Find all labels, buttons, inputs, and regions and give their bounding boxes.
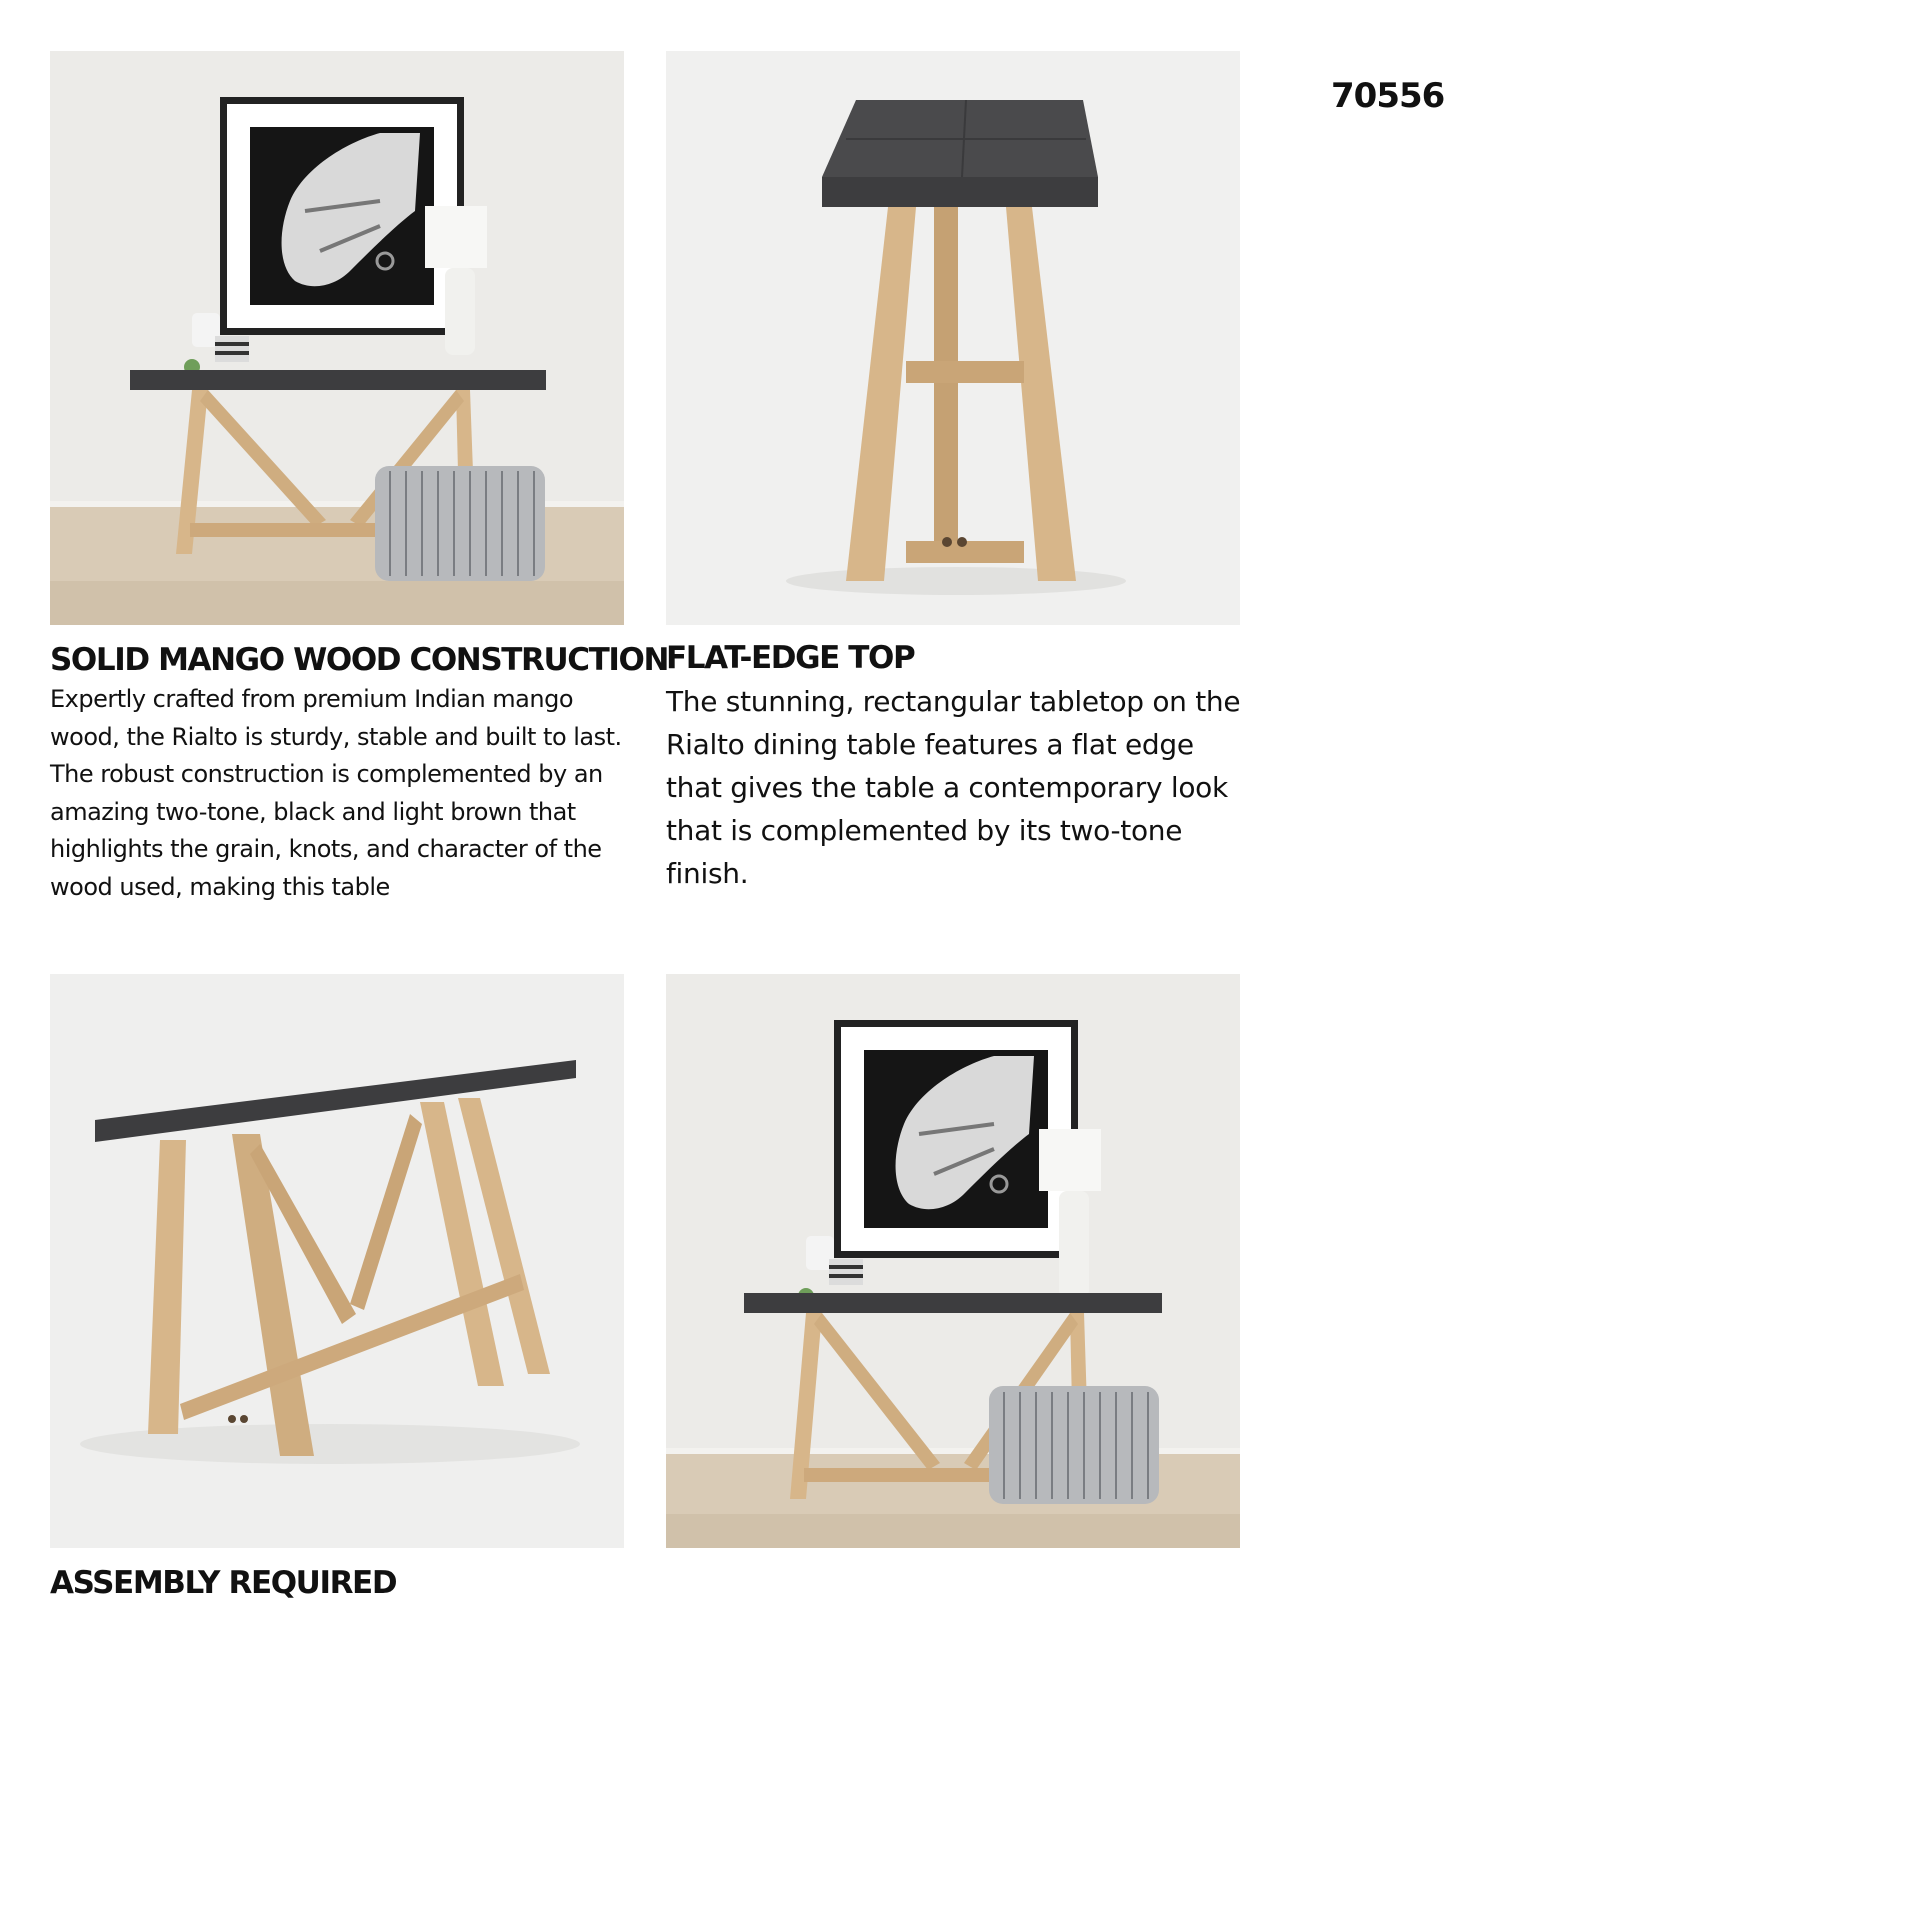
product-photo-end-view: [666, 51, 1240, 625]
section-body-top: The stunning, rectangular tabletop on the Rialto dining table features a flat edge that gives the table a contemporary look that is complemented by its two-tone finish.: [666, 685, 1241, 890]
product-number: 70556: [1331, 76, 1445, 116]
section-heading-assembly: ASSEMBLY REQUIRED: [50, 1565, 397, 1601]
product-photo-room-scene-2: [666, 974, 1240, 1548]
product-photo-room-scene: [50, 51, 624, 625]
section-heading-top: FLAT-EDGE TOP: [666, 640, 915, 676]
section-body-construction: Expertly crafted from premium Indian mango wood, the Rialto is sturdy, stable and built to last. The robust construction is complemented by an amazing two-tone, black and light brown that highlights the grain, knots, and character of the wood used, making this table: [50, 685, 622, 901]
product-photo-angled-view: [50, 974, 624, 1548]
section-heading-construction: SOLID MANGO WOOD CONSTRUCTION: [50, 642, 668, 678]
